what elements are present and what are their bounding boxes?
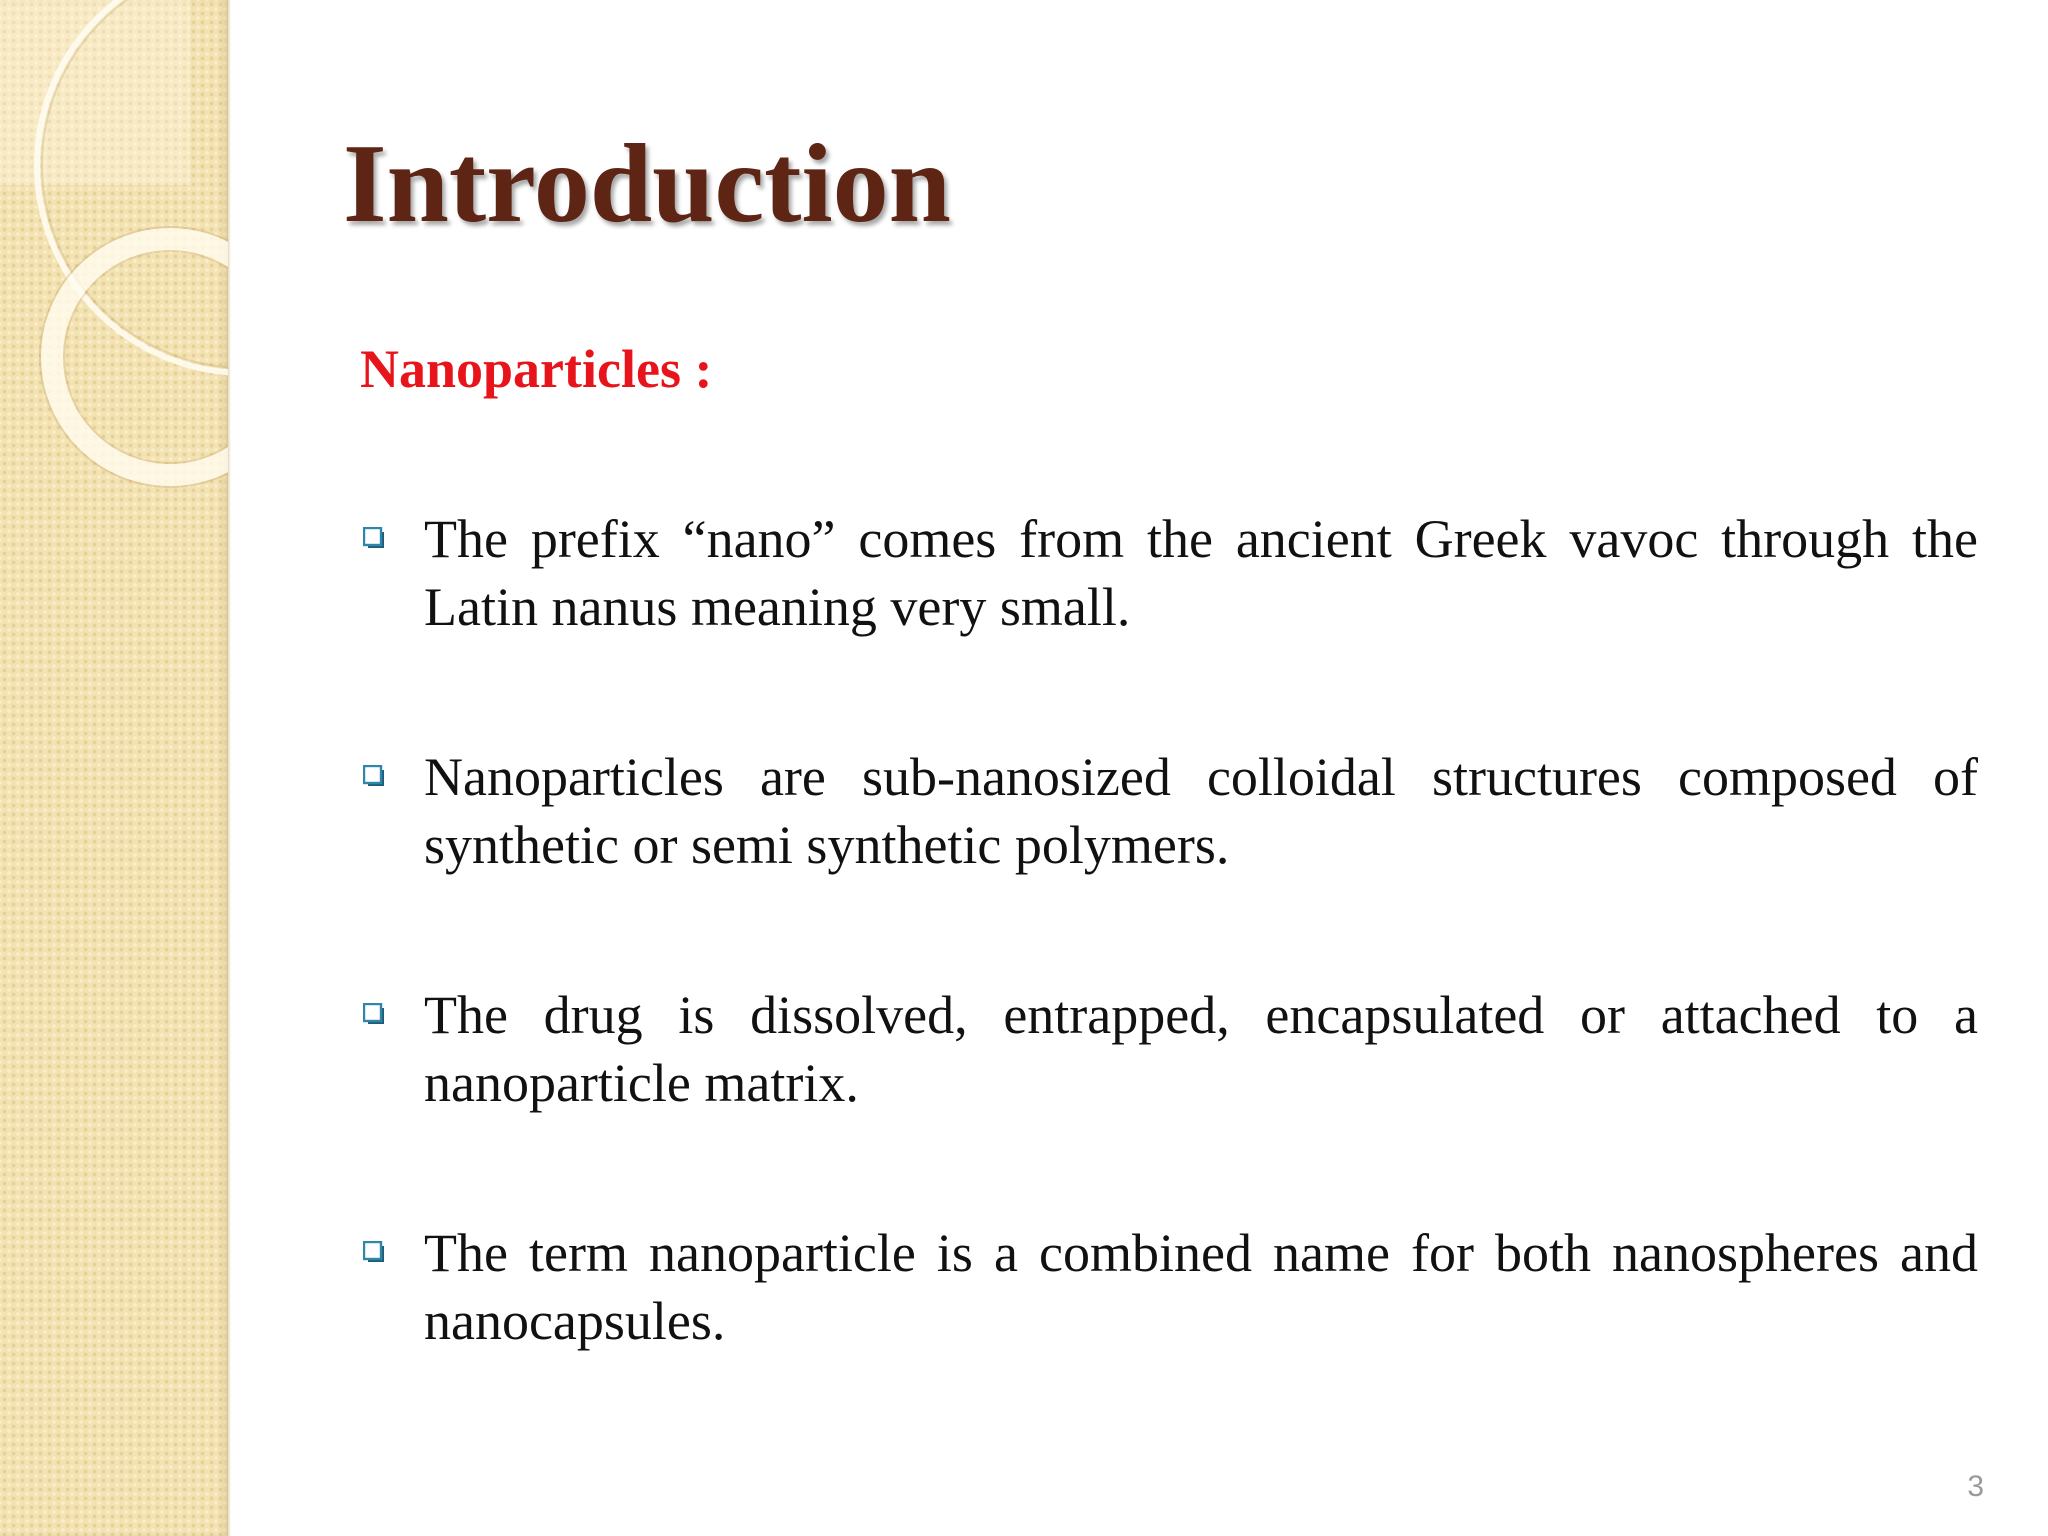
bullet-text: The prefix “nano” comes from the ancient Greek vavoc through the Latin nanus meaning very small. bbox=[424, 509, 1978, 637]
hollow-square-bullet-icon bbox=[363, 1241, 385, 1263]
bullet-text: Nanoparticles are sub-nanosized colloidal structures composed of synthetic or semi synthetic polymers. bbox=[424, 747, 1978, 875]
bullet-item bbox=[360, 743, 1978, 879]
section-subheading: Nanoparticles : bbox=[360, 339, 713, 399]
bullet-text: The term nanoparticle is a combined name for both nanospheres and nanocapsules. bbox=[424, 1223, 1978, 1351]
hollow-square-bullet-icon bbox=[363, 1003, 385, 1025]
hollow-square-bullet-icon bbox=[363, 765, 385, 787]
slide-page-number: 3 bbox=[1967, 1470, 1984, 1503]
bullet-text: The drug is dissolved, entrapped, encapsulated or attached to a nanoparticle matrix. bbox=[424, 985, 1978, 1113]
decorative-rings-graphic bbox=[0, 0, 228, 520]
hollow-square-bullet-icon bbox=[363, 527, 385, 549]
bullet-item bbox=[360, 1219, 1978, 1355]
decorative-side-panel bbox=[0, 0, 228, 1536]
bullet-item bbox=[360, 981, 1978, 1117]
slide-title: Introduction bbox=[343, 122, 951, 246]
side-panel-edge bbox=[228, 0, 231, 1536]
bullet-item bbox=[360, 505, 1978, 641]
bullet-list bbox=[360, 505, 1978, 1457]
